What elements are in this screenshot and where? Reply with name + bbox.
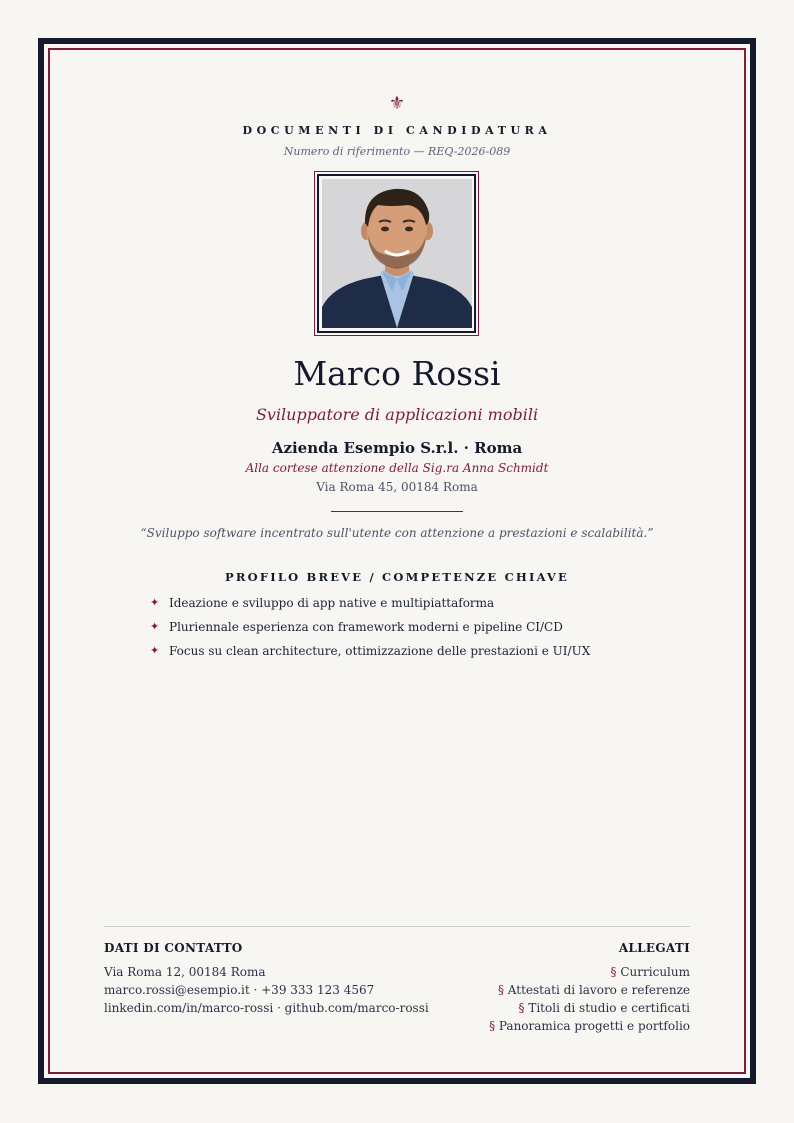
skill-item — [150, 594, 670, 618]
recipient-attention: Alla cortese attenzione della Sig.ra Anna Schmidt — [245, 461, 549, 475]
section-sign-icon: § — [497, 983, 504, 997]
attachment-item: § Curriculum — [610, 965, 690, 979]
fleur-de-lis-icon: ⚜ — [388, 93, 406, 114]
skill-text: Ideazione e sviluppo di app native e multipiattaforma — [169, 596, 495, 610]
skill-text: Pluriennale esperienza con framework moderni e pipeline CI/CD — [169, 620, 563, 634]
contact-email-phone: marco.rossi@esempio.it · +39 333 123 4567 — [104, 983, 375, 997]
candidate-name: Marco Rossi — [293, 354, 501, 393]
skill-item — [150, 642, 670, 666]
skills-section-title: PROFILO BREVE / COMPETENZE CHIAVE — [225, 570, 569, 584]
candidate-role: Sviluppatore di applicazioni mobili — [255, 405, 539, 424]
star-bullet-icon: ✦ — [150, 620, 160, 633]
attachments-title: ALLEGATI — [618, 941, 690, 955]
recipient-address: Via Roma 45, 00184 Roma — [316, 480, 478, 494]
divider — [331, 511, 463, 512]
footer-divider — [104, 926, 690, 927]
star-bullet-icon: ✦ — [150, 596, 160, 609]
attachment-item: § Titoli di studio e certificati — [518, 1001, 690, 1015]
recipient-company: Azienda Esempio S.r.l. · Roma — [271, 439, 523, 457]
section-sign-icon: § — [518, 1001, 525, 1015]
contact-title: DATI DI CONTATTO — [104, 941, 243, 955]
skill-text: Focus su clean architecture, ottimizzazione delle prestazioni e UI/UX — [169, 644, 591, 658]
attachments-block — [390, 941, 690, 1035]
attachment-item: § Panoramica progetti e portfolio — [489, 1019, 690, 1033]
contact-links: linkedin.com/in/marco-rossi · github.com/marco-rossi — [104, 1001, 429, 1015]
tagline-quote: “Sviluppo software incentrato sull'utente con attenzione a prestazioni e scalabilità.” — [140, 526, 654, 540]
portrait-illustration — [322, 179, 472, 328]
reference-number: Numero di riferimento — REQ-2026-089 — [283, 145, 511, 158]
star-bullet-icon: ✦ — [150, 644, 160, 657]
section-sign-icon: § — [489, 1019, 496, 1033]
section-sign-icon: § — [610, 965, 617, 979]
contact-address: Via Roma 12, 00184 Roma — [104, 965, 266, 979]
skill-item — [150, 618, 670, 642]
attachment-item: § Attestati di lavoro e referenze — [497, 983, 690, 997]
candidate-photo — [322, 179, 472, 328]
skills-list — [150, 594, 670, 666]
document-kicker: DOCUMENTI DI CANDIDATURA — [242, 124, 552, 137]
